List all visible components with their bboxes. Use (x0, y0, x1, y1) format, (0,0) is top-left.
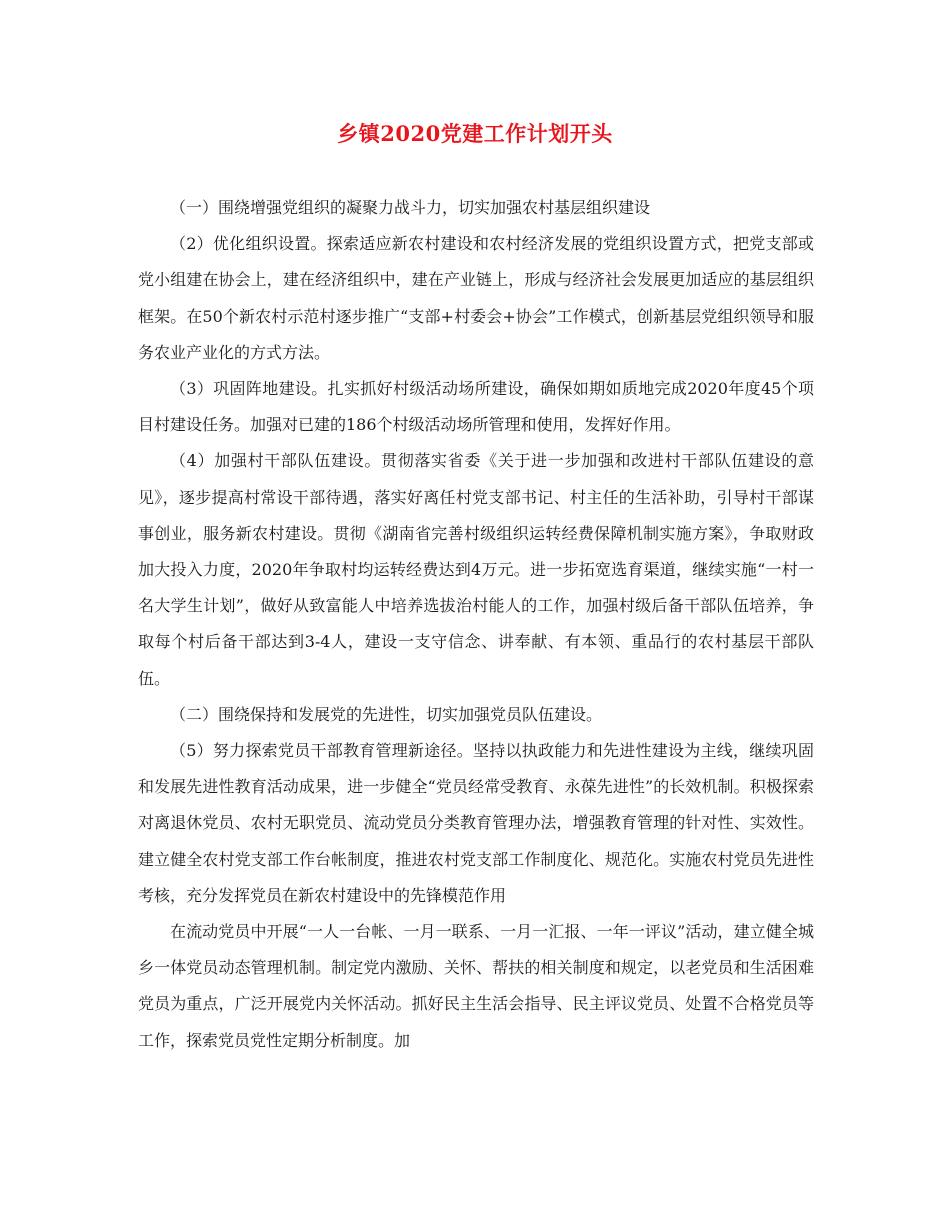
section-heading-2: （二）围绕保持和发展党的先进性，切实加强党员队伍建设。 (170, 704, 603, 724)
paragraph-mobile-members: 在流动党员中开展“一人一台帐、一月一联系、一月一汇报、一年一评议”活动，建立健全城乡一体党员动态管理机制。制定党内激励、关怀、帮扶的相关制度和规定，以老党员和生活困难党员为重点，广泛开展党内关怀活动。抓好民主生活会指导、民主评议党员、处置不合格党员等工作，探索党员党性定期分析制度。加 (138, 922, 814, 1050)
section-heading-1: （一）围绕增强党组织的凝聚力战斗力，切实加强农村基层组织建设 (170, 198, 651, 217)
paragraph-position-building: （3）巩固阵地建设。扎实抓好村级活动场所建设，确保如期如质地完成2020年度45个项目村建设任务。加强对已建的186个村级活动场所管理和使用，发挥好作用。 (138, 379, 814, 435)
document-body (138, 190, 814, 1059)
paragraph-organization-setup: （2）优化组织设置。探索适应新农村建设和农村经济发展的党组织设置方式，把党支部或党小组建在协会上，建在经济组织中，建在产业链上，形成与经济社会发展更加适应的基层组织框架。在50个新农村示范村逐步推广“支部+村委会+协会”工作模式，创新基层党组织领导和服务农业产业化的方式方法。 (138, 234, 814, 362)
paragraph-party-education: （5）努力探索党员干部教育管理新途径。坚持以执政能力和先进性建设为主线，继续巩固和发展先进性教育活动成果，进一步健全“党员经常受教育、永葆先进性”的长效机制。积极探索对离退休党员、农村无职党员、流动党员分类教育管理办法，增强教育管理的针对性、实效性。建立健全农村党支部工作台帐制度，推进农村党支部工作制度化、规范化。实施农村党员先进性考核，充分发挥党员在新农村建设中的先锋模范作用 (138, 741, 814, 905)
paragraph-cadre-team: （4）加强村干部队伍建设。贯彻落实省委《关于进一步加强和改进村干部队伍建设的意见》，逐步提高村常设干部待遇，落实好离任村党支部书记、村主任的生活补助，引导村干部谋事创业，服务新农村建设。贯彻《湖南省完善村级组织运转经费保障机制实施方案》，争取财政加大投入力度，2020年争取村均运转经费达到4万元。进一步拓宽选育渠道，继续实施“一村一名大学生计划”，做好从致富能人中培养选拔治村能人的工作，加强村级后备干部队伍培养，争取每个村后备干部达到3-4人，建设一支守信念、讲奉献、有本领、重品行的农村基层干部队伍。 (138, 451, 814, 688)
document-title: 乡镇2020党建工作计划开头 (337, 121, 613, 146)
